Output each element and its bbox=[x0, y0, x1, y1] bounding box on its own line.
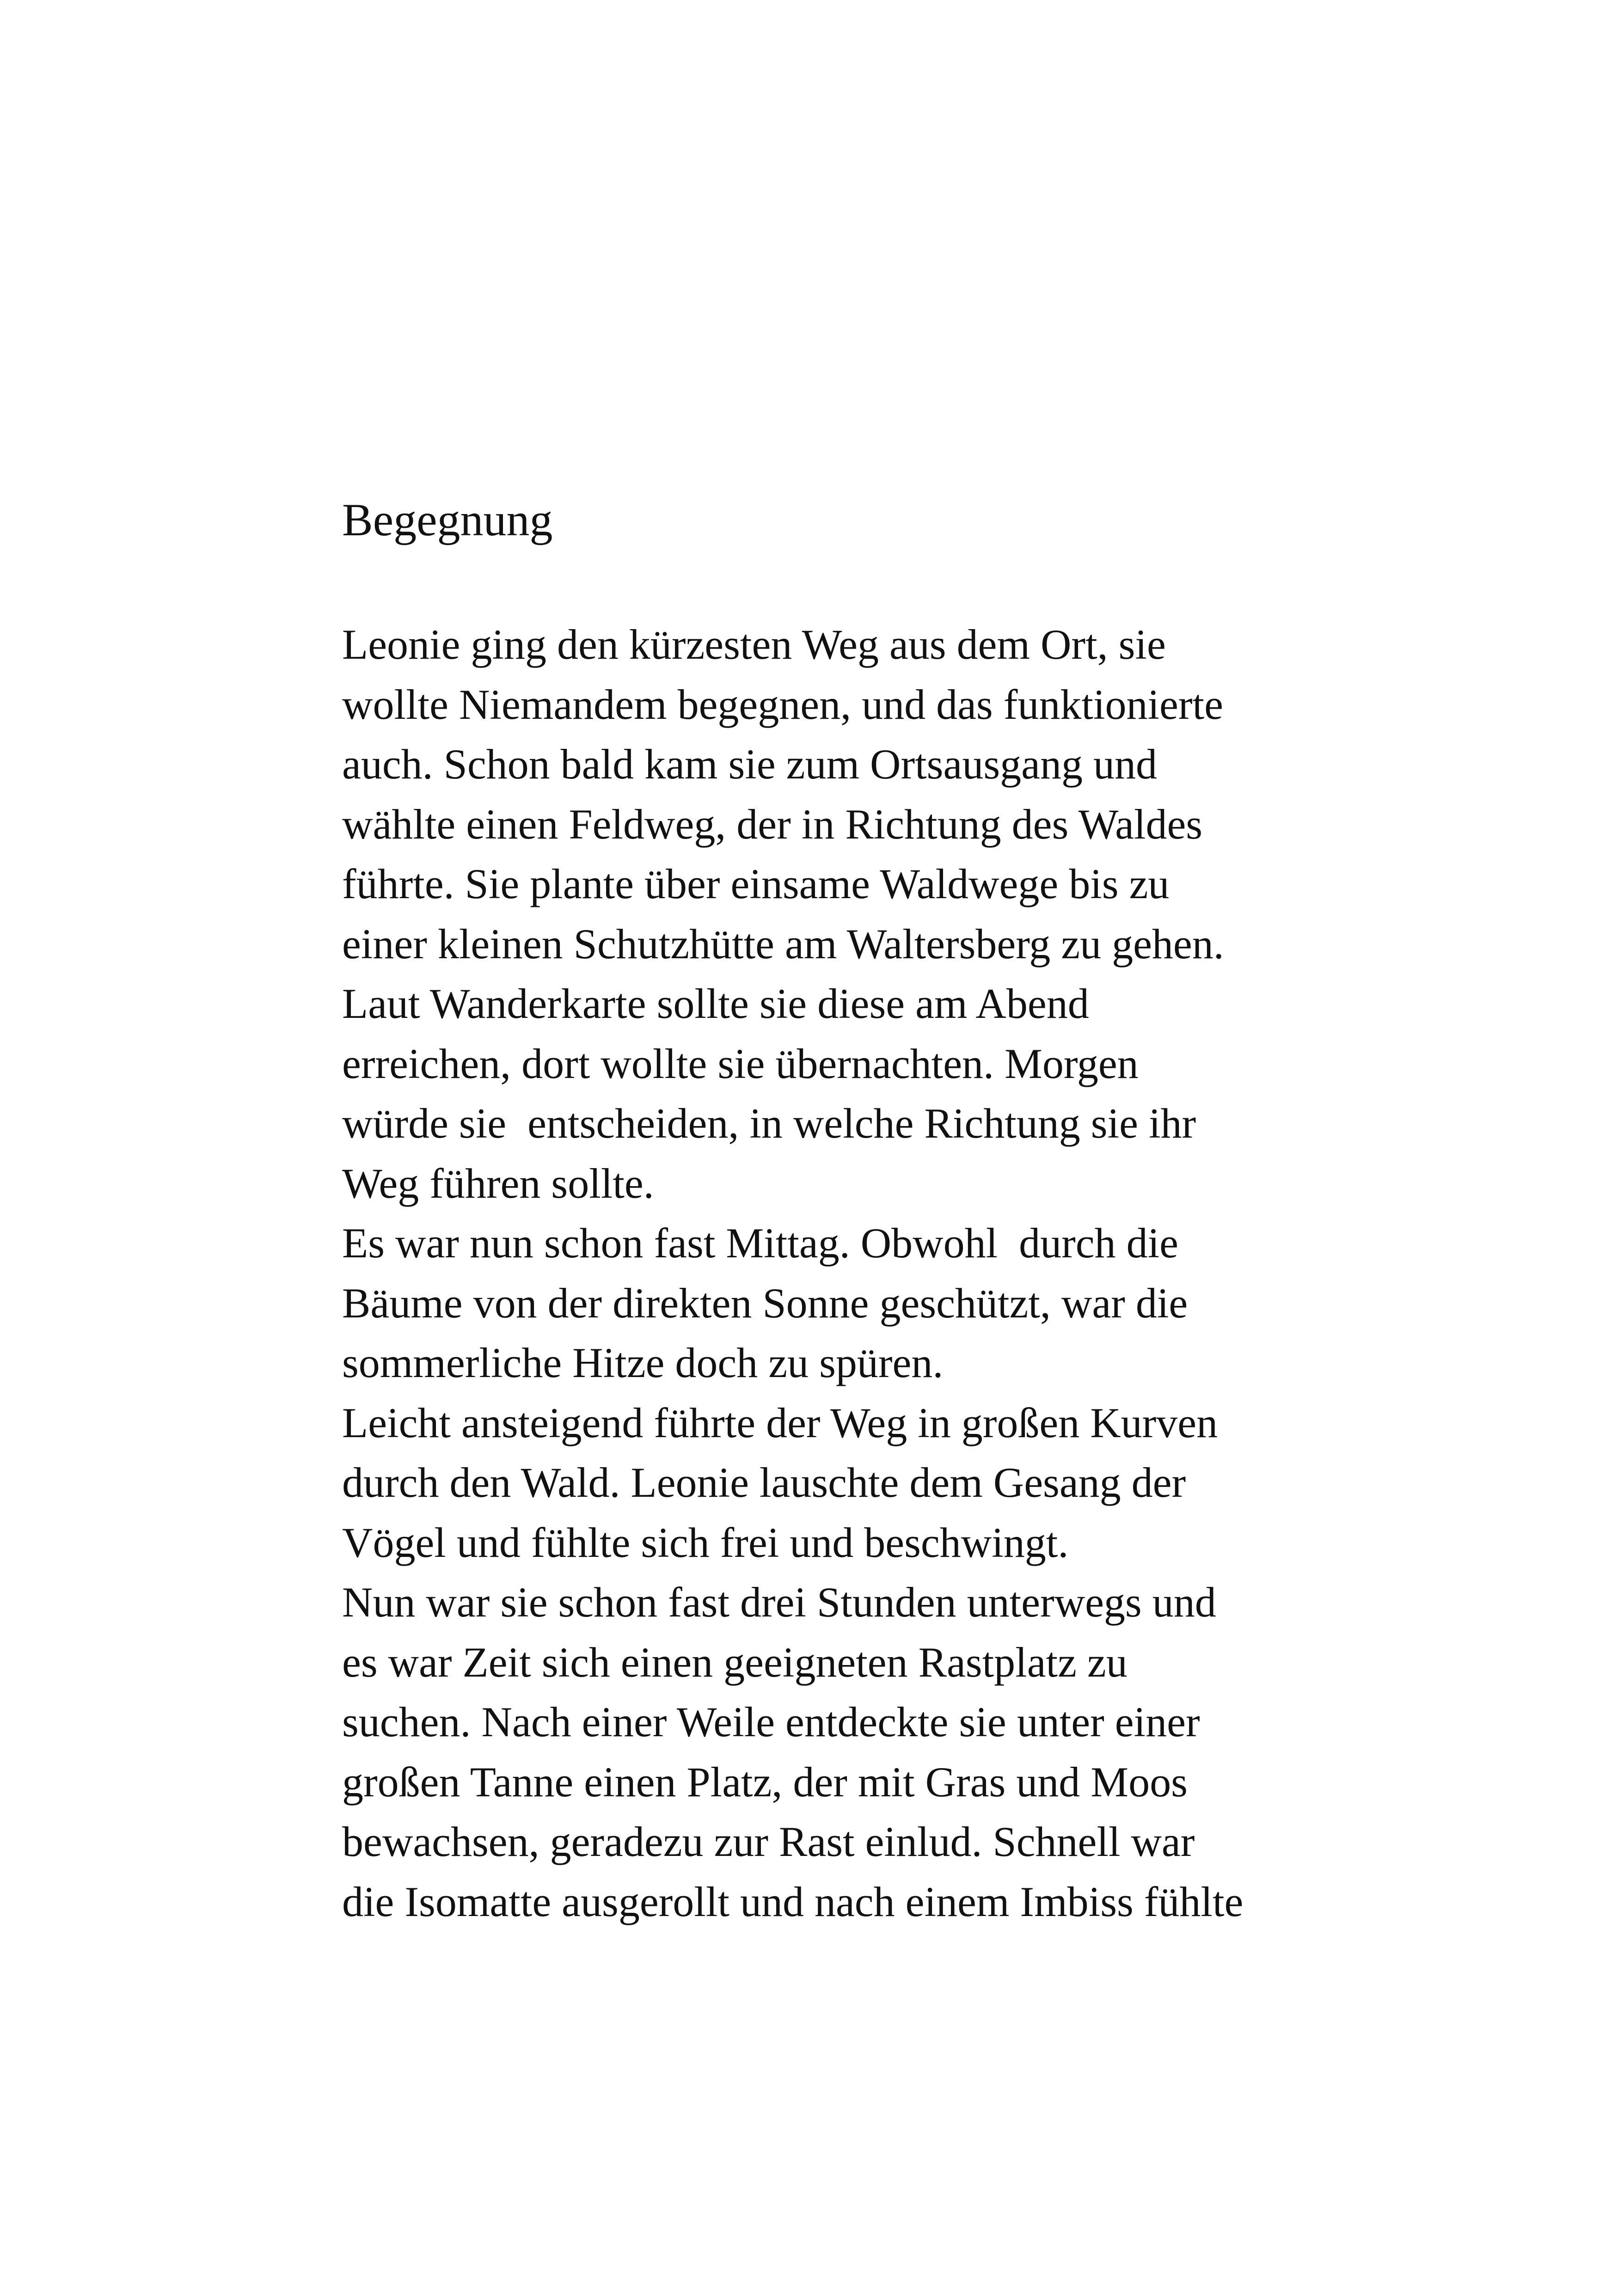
page-title: Begegnung bbox=[342, 494, 553, 545]
text-line: die Isomatte ausgerollt und nach einem Imbiss fühlte bbox=[342, 1878, 1244, 1925]
text-line: Leicht ansteigend führte der Weg in großen Kurven bbox=[342, 1399, 1218, 1446]
text-line: Bäume von der direkten Sonne geschützt, war die bbox=[342, 1279, 1188, 1327]
text-line: wollte Niemandem begegnen, und das funktionierte bbox=[342, 680, 1223, 728]
text-line: sommerliche Hitze doch zu spüren. bbox=[342, 1339, 944, 1386]
text-line: Leonie ging den kürzesten Weg aus dem Ort, sie bbox=[342, 621, 1166, 668]
text-lines bbox=[342, 615, 1387, 1932]
text-line: einer kleinen Schutzhütte am Waltersberg zu gehen. bbox=[342, 920, 1224, 967]
text-line: großen Tanne einen Platz, der mit Gras und Moos bbox=[342, 1758, 1188, 1806]
text-line: auch. Schon bald kam sie zum Ortsausgang und bbox=[342, 741, 1157, 788]
text-line: wählte einen Feldweg, der in Richtung des Waldes bbox=[342, 800, 1203, 848]
text-line: Es war nun schon fast Mittag. Obwohl durch die bbox=[342, 1219, 1179, 1267]
text-line: würde sie entscheiden, in welche Richtung sie ihr bbox=[342, 1100, 1196, 1147]
text-line: durch den Wald. Leonie lauschte dem Gesang der bbox=[342, 1459, 1186, 1506]
text-line: Vögel und fühlte sich frei und beschwingt. bbox=[342, 1518, 1069, 1566]
text-line: führte. Sie plante über einsame Waldwege bis zu bbox=[342, 860, 1170, 907]
text-line: suchen. Nach einer Weile entdeckte sie unter einer bbox=[342, 1698, 1200, 1745]
document-body bbox=[342, 490, 1387, 1932]
text-line: Laut Wanderkarte sollte sie diese am Abend bbox=[342, 980, 1089, 1027]
text-line: erreichen, dort wollte sie übernachten. Morgen bbox=[342, 1040, 1139, 1087]
text-line: bewachsen, geradezu zur Rast einlud. Schnell war bbox=[342, 1818, 1195, 1865]
text-line: Nun war sie schon fast drei Stunden unterwegs und bbox=[342, 1579, 1216, 1626]
text-line: es war Zeit sich einen geeigneten Rastplatz zu bbox=[342, 1638, 1128, 1686]
text-line: Weg führen sollte. bbox=[342, 1159, 654, 1207]
